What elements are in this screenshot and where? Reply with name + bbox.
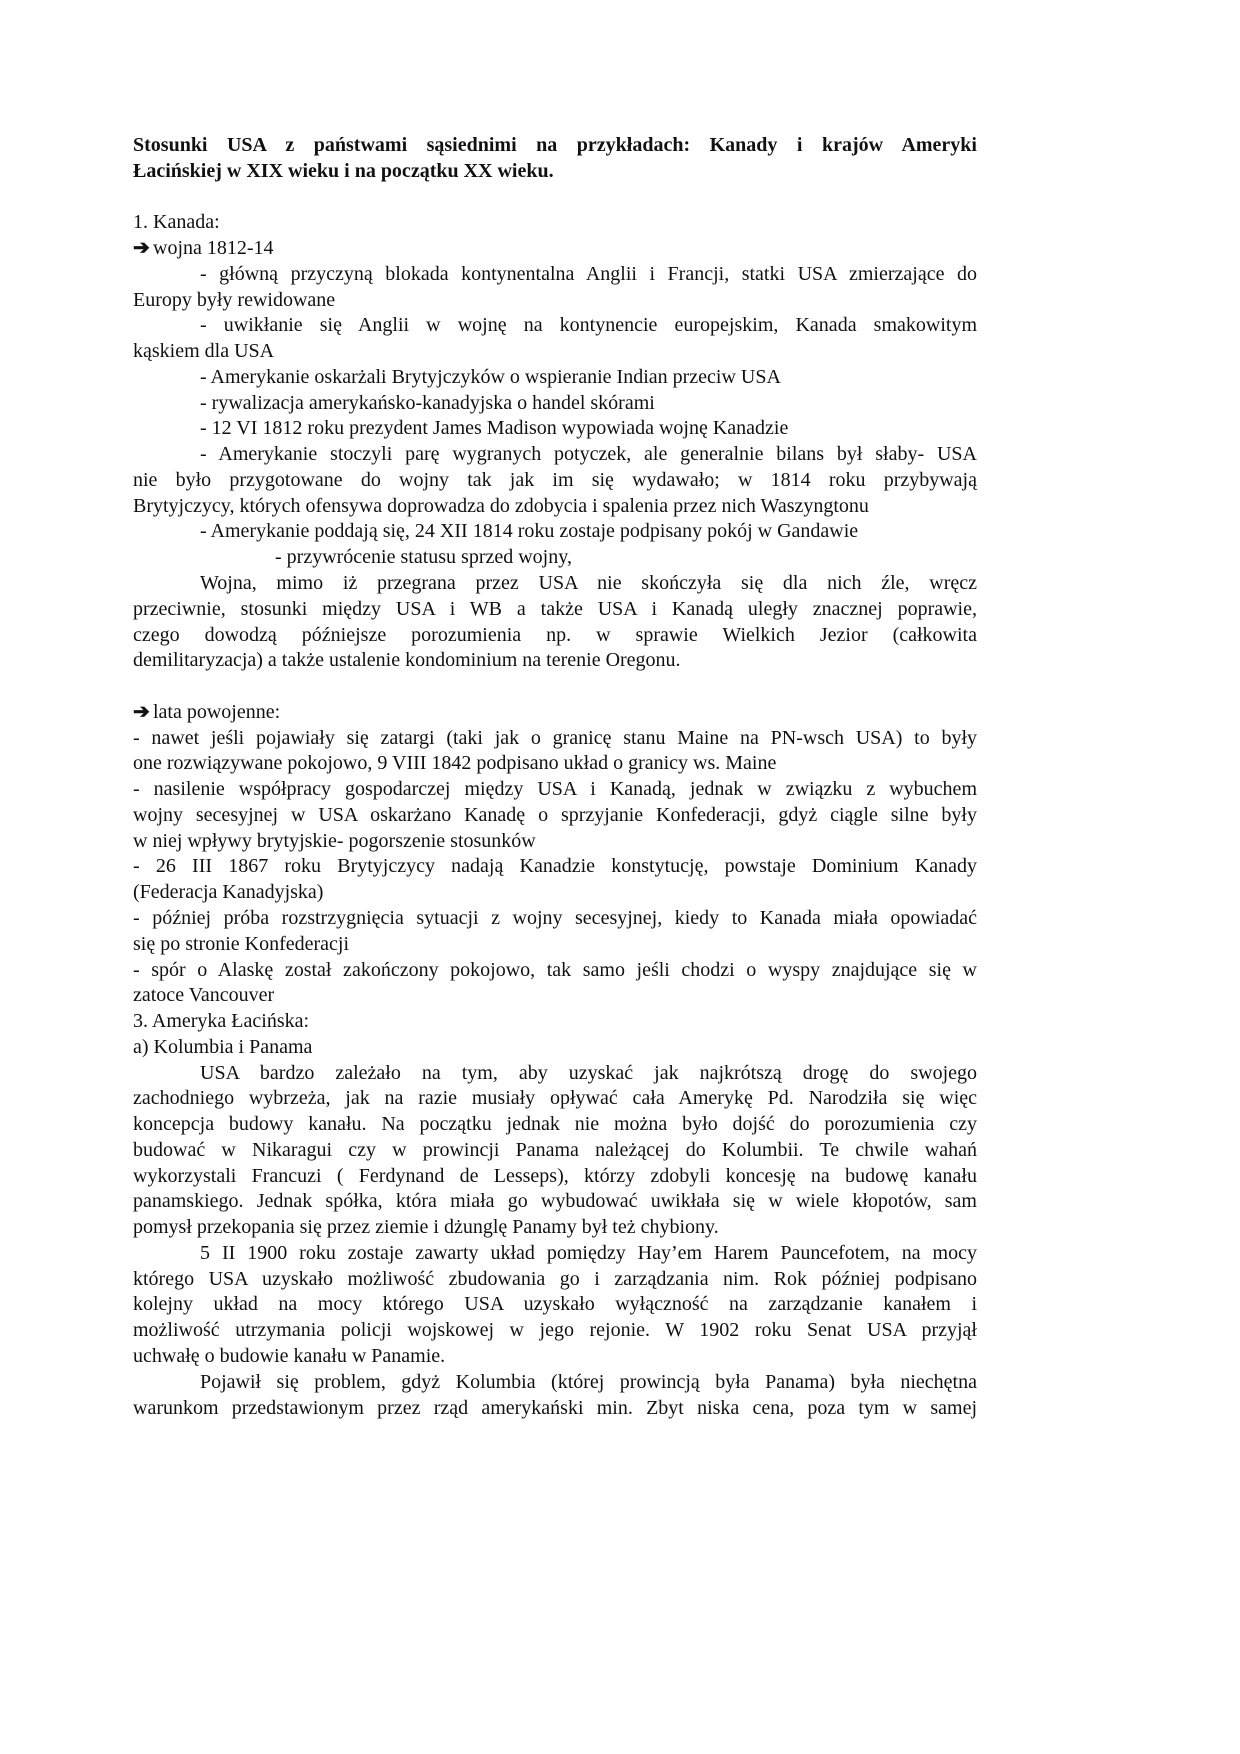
subheading <box>133 236 977 262</box>
text-line: wykorzystali Francuzi ( Ferdynand de Lesseps), którzy zdobyli koncesję na budowę kanału <box>133 1164 977 1187</box>
arrow-right-icon: ➔ <box>133 700 150 723</box>
section-heading: 1. Kanada: <box>133 211 220 234</box>
text-line: - później próba rozstrzygnięcia sytuacji z wojny secesyjnej, kiedy to Kanada miała opowiadać <box>133 906 977 929</box>
text-line: Wojna, mimo iż przegrana przez USA nie skończyła się dla nich źle, wręcz <box>200 572 977 595</box>
text-line: pomysł przekopania się przez ziemie i dżunglę Panamy był też chybiony. <box>133 1216 719 1239</box>
text-line: - 12 VI 1812 roku prezydent James Madison wypowiada wojnę Kanadzie <box>200 417 789 440</box>
arrow-right-icon: ➔ <box>133 237 150 260</box>
text-line: - uwikłanie się Anglii w wojnę na kontynencie europejskim, Kanada smakowitym <box>200 314 977 337</box>
text-line: - nawet jeśli pojawiały się zatargi (taki jak o granicę stanu Maine na PN-wsch USA) to były <box>133 726 977 749</box>
text-line: (Federacja Kanadyjska) <box>133 881 324 904</box>
text-line: Pojawił się problem, gdyż Kolumbia (której prowincją była Panama) była niechętna <box>200 1370 977 1393</box>
subheading <box>133 700 977 726</box>
text-line: Europy były rewidowane <box>133 288 336 311</box>
blank-line <box>133 674 977 700</box>
text-line: 5 II 1900 roku zostaje zawarty układ pomiędzy Hay’em Harem Pauncefotem, na mocy <box>200 1241 977 1264</box>
text-line: wojny secesyjnej w USA oskarżano Kanadę o sprzyjanie Konfederacji, gdyż ciągle silne były <box>133 803 977 826</box>
blank-line <box>133 185 977 211</box>
text-line: - spór o Alaskę został zakończony pokojowo, tak samo jeśli chodzi o wyspy znajdujące się w <box>133 958 977 981</box>
text-line: warunkom przedstawionym przez rząd amerykański min. Zbyt niska cena, poza tym w samej <box>133 1396 977 1419</box>
section-heading: 3. Ameryka Łacińska: <box>133 1010 310 1033</box>
text-line: w niej wpływy brytyjskie- pogorszenie stosunków <box>133 829 536 852</box>
text-line: czego dowodzą późniejsze porozumienia np. w sprawie Wielkich Jezior (całkowita <box>133 623 977 646</box>
subheading-text: wojna 1812-14 <box>153 237 274 260</box>
text-line: - główną przyczyną blokada kontynentalna Anglii i Francji, statki USA zmierzające do <box>200 262 977 285</box>
text-line: przeciwnie, stosunki między USA i WB a także USA i Kanadą uległy znacznej poprawie, <box>133 597 977 620</box>
text-line: - Amerykanie stoczyli parę wygranych potyczek, ale generalnie bilans był słaby- USA <box>200 443 977 466</box>
text-line: budować w Nikaragui czy w prowincji Panama należącej do Kolumbii. Te chwile wahań <box>133 1138 977 1161</box>
text-line: panamskiego. Jednak spółka, która miała go wybudować uwikłała się w wiele kłopotów, sam <box>133 1190 977 1213</box>
text-line: - rywalizacja amerykańsko-kanadyjska o handel skórami <box>200 391 655 414</box>
document-page <box>133 133 977 1421</box>
subheading-text: lata powojenne: <box>153 700 281 723</box>
text-line: zatoce Vancouver <box>133 984 275 1007</box>
text-line: USA bardzo zależało na tym, aby uzyskać jak najkrótszą drogę do swojego <box>200 1061 977 1084</box>
text-line: się po stronie Konfederacji <box>133 932 350 955</box>
text-line: kąskiem dla USA <box>133 340 275 363</box>
text-line: one rozwiązywane pokojowo, 9 VIII 1842 podpisano układ o granicy ws. Maine <box>133 752 777 775</box>
text-line: uchwałę o budowie kanału w Panamie. <box>133 1344 446 1367</box>
text-line: - przywrócenie statusu sprzed wojny, <box>275 546 572 569</box>
text-line: nie było przygotowane do wojny tak jak im się wydawało; w 1814 roku przybywają <box>133 468 977 491</box>
text-line: kolejny układ na mocy którego USA uzyskało wyłączność na zarządzanie kanałem i <box>133 1293 977 1316</box>
text-line: - Amerykanie poddają się, 24 XII 1814 roku zostaje podpisany pokój w Gandawie <box>200 520 859 543</box>
text-line: - 26 III 1867 roku Brytyjczycy nadają Kanadzie konstytucję, powstaje Dominium Kanady <box>133 855 977 878</box>
document-title: Stosunki USA z państwami sąsiednimi na przykładach: Kanady i krajów Ameryki <box>133 134 977 156</box>
text-line: Brytyjczycy, których ofensywa doprowadza do zdobycia i spalenia przez nich Waszyngtonu <box>133 494 869 517</box>
text-line: koncepcja budowy kanału. Na początku jednak nie można było dojść do porozumienia czy <box>133 1113 977 1136</box>
text-line: - Amerykanie oskarżali Brytyjczyków o wspieranie Indian przeciw USA <box>200 365 781 388</box>
document-title-cont: Łacińskiej w XIX wieku i na początku XX wieku. <box>133 159 554 182</box>
text-line: możliwość utrzymania policji wojskowej w jego rejonie. W 1902 roku Senat USA przyjął <box>133 1319 977 1342</box>
text-line: którego USA uzyskało możliwość zbudowania go i zarządzania nim. Rok później podpisano <box>133 1267 977 1290</box>
text-line: demilitaryzacja) a także ustalenie kondominium na terenie Oregonu. <box>133 649 681 672</box>
subsection-heading: a) Kolumbia i Panama <box>133 1035 313 1058</box>
text-line: - nasilenie współpracy gospodarczej między USA i Kanadą, jednak w związku z wybuchem <box>133 778 977 801</box>
text-line: zachodniego wybrzeża, jak na razie musiały opływać cała Amerykę Pd. Narodziła się więc <box>133 1087 977 1110</box>
